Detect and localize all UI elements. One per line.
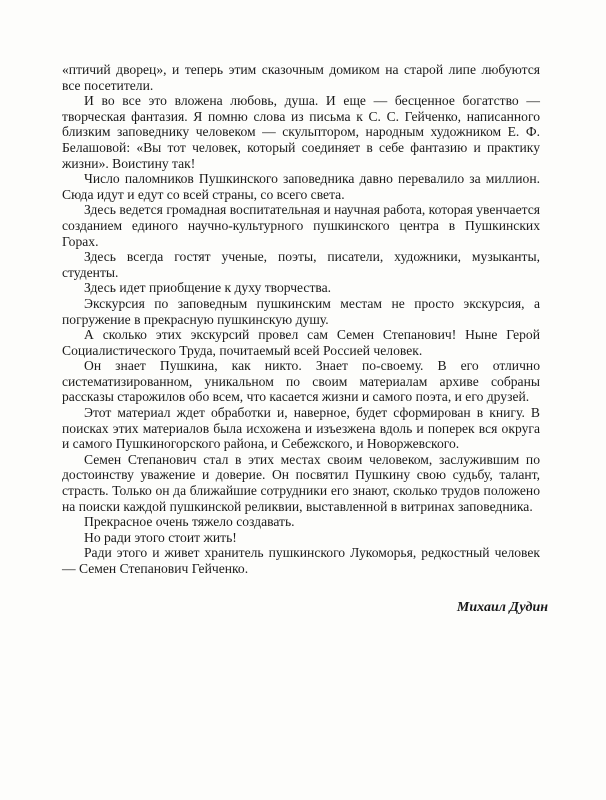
paragraph: Он знает Пушкина, как никто. Знает по-своему. В его отлично систематизированном, уникальном по своим материалам архиве собраны рассказы старожилов обо всем, что касается жизни и самого поэта, и его друзей. <box>62 358 540 405</box>
paragraph: Прекрасное очень тяжело создавать. <box>84 514 295 530</box>
paragraph: Экскурсия по заповедным пушкинским местам не просто экскурсия, а погружение в прекрасную пушкинскую душу. <box>62 295 540 327</box>
author-signature: Михаил Дудин <box>456 600 548 615</box>
paragraph: Но ради этого стоит жить! <box>84 529 237 545</box>
paragraph: А сколько этих экскурсий провел сам Семен Степанович! Ныне Герой Социалистического Труда, почитаемый всей Россией человек. <box>62 327 540 358</box>
paragraph: Здесь ведется громадная воспитательная и научная работа, которая увенчается созданием единого научно-культурного пушкинского центра в Пушкинских Горах. <box>62 202 540 249</box>
article-body <box>62 62 540 577</box>
paragraph: Этот материал ждет обработки и, наверное, будет сформирован в книгу. В поисках этих материалов была исхожена и изъезжена вдоль и поперек вся округа и самого Пушкиногорского района, и Себежского, и Новоржевского. <box>62 405 540 452</box>
paragraph: «птичий дворец», и теперь этим сказочным домиком на старой липе любуются все посетители. <box>62 62 540 93</box>
paragraph: Здесь всегда гостят ученые, поэты, писатели, художники, музыканты, студенты. <box>62 249 540 280</box>
paragraph: Ради этого и живет хранитель пушкинского Лукоморья, редкостный человек — Семен Степанович Гейченко. <box>62 545 540 576</box>
paragraph: Число паломников Пушкинского заповедника давно перевалило за миллион. Сюда идут и едут со всей страны, со всего света. <box>62 171 540 202</box>
paragraph: И во все это вложена любовь, душа. И еще — бесценное богатство — творческая фантазия. Я помню слова из письма к С. С. Гейченко, написанного близким заповеднику человеком — скульптором, народным художником Е. Ф. Белашовой: «Вы тот человек, который соединяет в себе фантазию и практику жизни». Воистину так! <box>62 93 540 171</box>
paragraph: Здесь идет приобщение к духу творчества. <box>84 280 332 296</box>
paragraph: Семен Степанович стал в этих местах своим человеком, заслужившим по достоинству уважение и доверие. Он посвятил Пушкину свою судьбу, талант, страсть. Только он да ближайшие сотрудники его знают, сколько трудов положено на поиски каждой пушкинской реликвии, выставленной в витринах заповедника. <box>62 451 540 514</box>
